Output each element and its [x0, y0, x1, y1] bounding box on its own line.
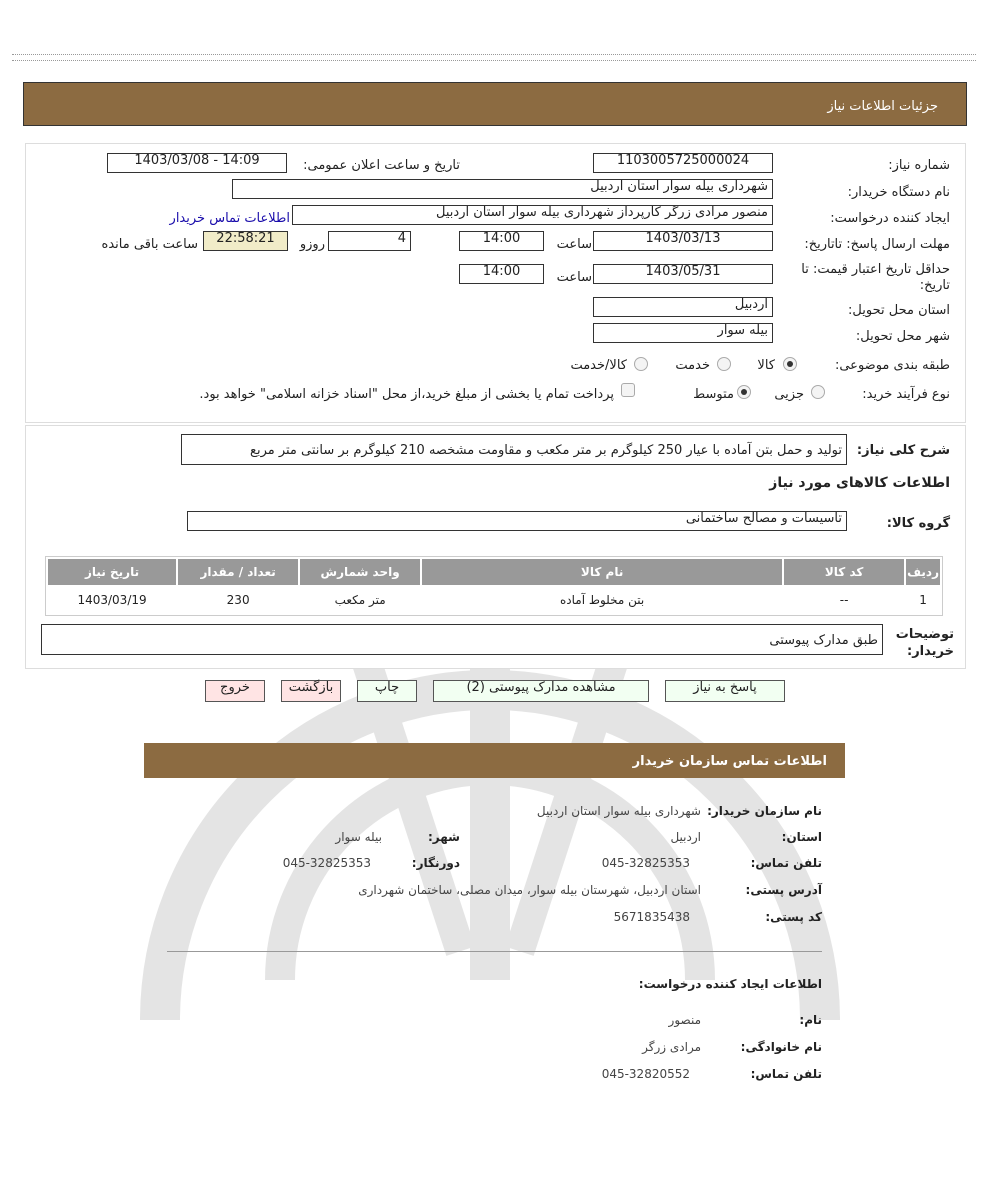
contact-org-label: نام سازمان خریدار:	[707, 804, 822, 818]
treasury-payment-checkbox[interactable]	[621, 383, 635, 397]
requester-name-label: نام:	[799, 1013, 822, 1027]
process-minor-label: جزیی	[774, 387, 804, 402]
contact-address-value: استان اردبیل، شهرستان بیله سوار، میدان مصلی، ساختمان شهرداری	[358, 883, 701, 897]
need-number-field: 1103005725000024	[593, 153, 773, 173]
col-code-header: کد کالا	[784, 559, 904, 585]
view-documents-button[interactable]: مشاهده مدارک پیوستی (2)	[433, 680, 649, 702]
process-minor-radio[interactable]	[811, 385, 825, 399]
buyer-org-label: نام دستگاه خریدار:	[847, 185, 950, 200]
page-header	[23, 82, 967, 126]
contact-org-value: شهرداری بیله سوار استان اردبیل	[536, 804, 701, 818]
contact-postal-value: 5671835438	[613, 910, 690, 924]
requester-phone-value: 045-32820552	[601, 1067, 690, 1081]
process-medium-radio[interactable]	[737, 385, 751, 399]
need-number-label: شماره نیاز:	[888, 158, 950, 173]
contact-address-label: آدرس پستی:	[745, 883, 822, 897]
contact-phone-label: تلفن تماس:	[750, 856, 822, 870]
requester-phone-label: تلفن تماس:	[750, 1067, 822, 1081]
category-goods-radio[interactable]	[783, 357, 797, 371]
contact-header	[144, 743, 845, 778]
category-label: طبقه بندی موضوعی:	[834, 358, 950, 373]
goods-table-frame	[45, 556, 943, 616]
contact-city-value: بیله سوار	[335, 830, 382, 844]
category-service-radio[interactable]	[717, 357, 731, 371]
buyer-contact-link[interactable]: اطلاعات تماس خریدار	[169, 211, 290, 226]
cell-name: بتن مخلوط آماده	[560, 593, 645, 607]
province-field: اردبیل	[593, 297, 773, 317]
requester-field: منصور مرادی زرگر کارپرداز شهرداری بیله سوار استان اردبیل	[292, 205, 773, 225]
category-goods-service-radio[interactable]	[634, 357, 648, 371]
category-service-label: خدمت	[675, 358, 710, 373]
goods-group-label: گروه کالا:	[886, 516, 950, 531]
cell-qty: 230	[226, 593, 250, 607]
print-button[interactable]: چاپ	[357, 680, 417, 702]
contact-province-label: استان:	[781, 830, 822, 844]
category-goods-label: کالا	[757, 358, 775, 373]
goods-heading: اطلاعات کالاهای مورد نیاز	[769, 475, 950, 491]
col-qty-header: تعداد / مقدار	[178, 559, 298, 585]
buyer-notes-label: توضیحات خریدار:	[895, 627, 954, 659]
exit-button[interactable]: خروج	[205, 680, 265, 702]
reply-button[interactable]: پاسخ به نیاز	[665, 680, 785, 702]
city-field: بیله سوار	[593, 323, 773, 343]
price-validity-date-field: 1403/05/31	[593, 264, 773, 284]
buyer-org-field: شهرداری بیله سوار استان اردبیل	[232, 179, 773, 199]
contact-phone-value: 045-32825353	[601, 856, 690, 870]
reply-time-label: ساعت	[556, 237, 592, 252]
province-label: استان محل تحویل:	[848, 303, 950, 318]
reply-days-field: 4	[328, 231, 411, 251]
reply-date-field: 1403/03/13	[593, 231, 773, 251]
description-field: تولید و حمل بتن آماده با عیار 250 کیلوگرم بر متر مکعب و مقاومت مشخصه 210 کیلوگرم بر سانتی متر مربع	[181, 434, 847, 465]
cell-code: --	[839, 593, 849, 607]
requester-family-label: نام خانوادگی:	[740, 1040, 822, 1054]
requester-name-value: منصور	[668, 1013, 701, 1027]
back-button[interactable]: بازگشت	[281, 680, 341, 702]
treasury-payment-note: پرداخت تمام یا بخشی از مبلغ خرید،از محل "اسناد خزانه اسلامی" خواهد بود.	[199, 387, 614, 402]
category-goods-service-label: کالا/خدمت	[570, 358, 627, 373]
reply-deadline-label: مهلت ارسال پاسخ: تاتاریخ:	[804, 237, 950, 252]
cell-date: 1403/03/19	[77, 593, 147, 607]
buyer-notes-field: طبق مدارک پیوستی	[41, 624, 883, 655]
price-validity-label: حداقل تاریخ اعتبار قیمت: تا تاریخ:	[801, 262, 950, 293]
remaining-time-label: ساعت باقی مانده	[101, 237, 198, 252]
requester-family-value: مرادی زرگر	[642, 1040, 701, 1054]
page-title: جزئیات اطلاعات نیاز	[827, 99, 938, 114]
contact-province-value: اردبیل	[670, 830, 701, 844]
price-validity-time-label: ساعت	[556, 270, 592, 285]
requester-info-title: اطلاعات ایجاد کننده درخواست:	[638, 977, 822, 991]
cell-row: 1	[919, 593, 927, 607]
process-medium-label: متوسط	[693, 387, 734, 402]
contact-title: اطلاعات تماس سازمان خریدار	[632, 754, 827, 769]
goods-group-field: تاسیسات و مصالح ساختمانی	[187, 511, 847, 531]
process-label: نوع فرآیند خرید:	[862, 387, 950, 402]
col-unit-header: واحد شمارش	[300, 559, 420, 585]
col-name-header: نام کالا	[422, 559, 782, 585]
top-dotted-separator	[12, 54, 976, 61]
cell-unit: متر مکعب	[334, 593, 386, 607]
contact-divider	[167, 951, 822, 952]
contact-fax-label: دورنگار:	[411, 856, 460, 870]
price-validity-time-field: 14:00	[459, 264, 544, 284]
city-label: شهر محل تحویل:	[855, 329, 950, 344]
col-row-header: ردیف	[906, 559, 940, 585]
remaining-time-field: 22:58:21	[203, 231, 288, 251]
reply-days-label: روزو	[299, 237, 325, 252]
announce-datetime-label: تاریخ و ساعت اعلان عمومی:	[303, 158, 460, 173]
table-row	[48, 587, 940, 613]
contact-city-label: شهر:	[428, 830, 460, 844]
contact-postal-label: کد پستی:	[765, 910, 822, 924]
contact-fax-value: 045-32825353	[282, 856, 371, 870]
reply-time-field: 14:00	[459, 231, 544, 251]
goods-table	[46, 557, 942, 615]
description-label: شرح کلی نیاز:	[856, 443, 950, 458]
announce-datetime-field: 1403/03/08 - 14:09	[107, 153, 287, 173]
requester-label: ایجاد کننده درخواست:	[830, 211, 950, 226]
col-date-header: تاریخ نیاز	[48, 559, 176, 585]
